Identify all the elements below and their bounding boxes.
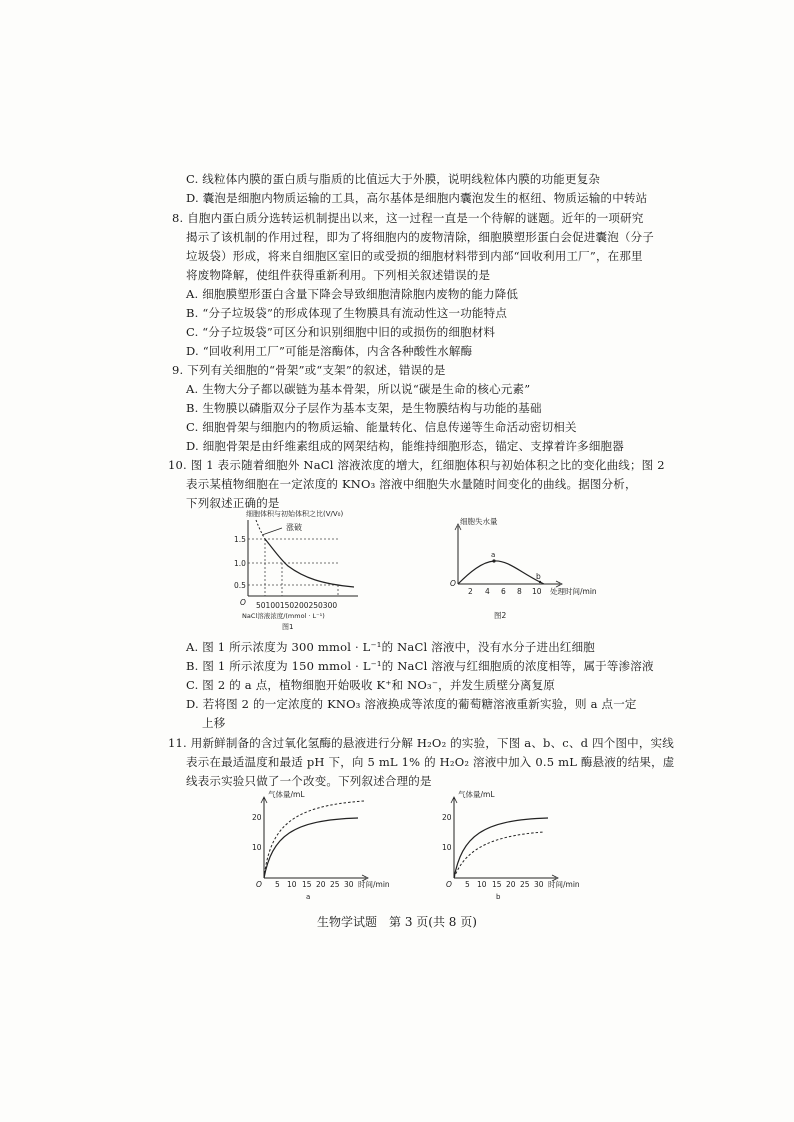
fig2-point-a-label: a [491,551,496,559]
graph-b-origin: O [446,880,452,889]
fig1-ytick-0-5: 0.5 [234,581,246,590]
graph-b-xtick-10: 10 [477,880,487,889]
fig2-point-b [539,581,541,583]
figure-2-chart [440,512,610,624]
graph-b-xlabel: 时间/min [548,880,580,889]
graph-b-xtick-30: 30 [534,880,544,889]
fig1-xlabel: NaCl溶液浓度/(mmol · L⁻¹) [242,612,325,620]
q11-stem-line1: 11. 用新鲜制备的含过氧化氢酶的悬液进行分解 H₂O₂ 的实验，下图 a、b、c、d 四个图中，实线 [168,736,674,750]
graph-a-xtick-25: 25 [330,880,340,889]
fig2-xtick-4: 4 [485,587,490,596]
graph-a-xlabel: 时间/min [358,880,390,889]
graph-a-ytick-20: 20 [252,813,262,822]
fig1-curve-dashed [256,520,265,539]
graph-b-chart [438,786,598,904]
graph-b-curve-solid [454,818,548,878]
graph-a-chart [248,786,408,904]
q8-stem-line1: 8. 自胞内蛋白质分选转运机制提出以来，这一过程一直是一个待解的谜题。近年的一项研究 [172,211,644,225]
fig2-xtick-10: 10 [532,587,542,596]
graph-a-curve-dashed [264,801,364,878]
graph-b-xtick-5: 5 [465,880,470,889]
graph-b-caption: b [496,893,501,901]
graph-a-origin: O [256,880,262,889]
q8-option-d: D. “回收利用工厂”可能是溶酶体，内含各种酸性水解酶 [186,344,473,358]
graph-b-ylabel: 气体量/mL [458,790,495,799]
fig2-xtick-6: 6 [501,587,506,596]
q10-stem-line2: 表示某植物细胞在一定浓度的 KNO₃ 溶液中细胞失水量随时间变化的曲线。据图分析， [186,477,637,491]
graph-a-caption: a [306,893,311,901]
q8-stem-line3: 垃圾袋）形成，将来自细胞区室旧的或受损的细胞材料带到内部“回收利用工厂”，在那里 [186,249,643,263]
q9-stem: 9. 下列有关细胞的“骨架”或“支架”的叙述，错误的是 [172,363,446,377]
fig2-xtick-8: 8 [517,587,522,596]
q10-option-a: A. 图 1 所示浓度为 300 mmol · L⁻¹的 NaCl 溶液中，没有水分子进出红细胞 [186,640,596,654]
fig2-xlabel: 处理时间/min [550,587,597,596]
fig1-origin: O [240,598,246,607]
graph-a-curve-solid [264,818,358,878]
q10-option-d-line1: D. 若将图 2 的一定浓度的 KNO₃ 溶液换成等浓度的葡萄糖溶液重新实验，则 a 点一定 [186,697,637,711]
q11-stem-line2: 表示在最适温度和最适 pH 下，向 5 mL 1% 的 H₂O₂ 溶液中加入 0.5 mL 酶悬液的结果，虚 [186,755,675,769]
fig2-curve [458,561,544,584]
q8-option-a: A. 细胞膜塑形蛋白含量下降会导致细胞清除胞内废物的能力降低 [186,287,519,301]
q8-stem-line4: 将废物降解，使组件获得重新利用。下列相关叙述错误的是 [186,268,491,282]
figure-1-chart [226,506,376,636]
fig1-annotation: 涨破 [286,523,302,532]
graph-b-curve-dashed [454,832,544,878]
graph-a-xtick-5: 5 [275,880,280,889]
fig1-annotation-pointer [262,528,282,535]
q8-stem-line2: 揭示了该机制的作用过程，即为了将细胞内的废物清除，细胞膜塑形蛋白会促进囊泡（分子 [186,230,654,244]
fig2-origin: O [450,579,456,588]
q7-option-d: D. 囊泡是细胞内物质运输的工具，高尔基体是细胞内囊泡发生的枢纽、物质运输的中转站 [186,191,648,205]
fig2-ylabel: 细胞失水量 [460,517,498,526]
fig1-caption: 图1 [282,623,294,631]
q10-option-d-line2: 上移 [202,716,226,730]
q10-stem-line1: 10. 图 1 表示随着细胞外 NaCl 溶液浓度的增大，红细胞体积与初始体积之比的变化曲线；图 2 [168,458,665,472]
q7-option-c: C. 线粒体内膜的蛋白质与脂质的比值远大于外膜，说明线粒体内膜的功能更复杂 [186,172,601,186]
graph-b-xtick-25: 25 [520,880,530,889]
graph-b-ytick-20: 20 [442,813,452,822]
q10-option-b: B. 图 1 所示浓度为 150 mmol · L⁻¹的 NaCl 溶液与红细胞质的浓度相等，属于等渗溶液 [186,659,654,673]
graph-b-xtick-20: 20 [506,880,516,889]
q9-option-a: A. 生物大分子都以碳链为基本骨架，所以说“碳是生命的核心元素” [186,382,531,396]
fig2-point-a [492,559,495,562]
fig1-ytick-1-0: 1.0 [234,559,246,568]
graph-a-ylabel: 气体量/mL [268,790,305,799]
fig1-xticks: 50100150200250300 [256,601,338,610]
graph-a-xtick-20: 20 [316,880,326,889]
page-footer: 生物学试题 第 3 页(共 8 页) [317,915,477,929]
q8-option-c: C. “分子垃圾袋”可区分和识别细胞中旧的或损伤的细胞材料 [186,325,496,339]
q10-stem-line3: 下列叙述正确的是 [186,496,280,510]
q10-option-c: C. 图 2 的 a 点，植物细胞开始吸收 K⁺和 NO₃⁻，并发生质壁分离复原 [186,678,556,692]
fig1-ylabel: 细胞体积与初始体积之比(V/V₀) [246,510,344,518]
fig2-xtick-2: 2 [468,587,473,596]
fig1-ytick-1-5: 1.5 [234,535,246,544]
q9-option-d: D. 细胞骨架是由纤维素组成的网架结构，能维持细胞形态，锚定、支撑着许多细胞器 [186,439,624,453]
graph-a-ytick-10: 10 [252,843,262,852]
graph-a-xtick-30: 30 [344,880,354,889]
graph-a-xtick-10: 10 [287,880,297,889]
q11-stem-line3: 线表示实验只做了一个改变。下列叙述合理的是 [186,774,432,788]
q9-option-b: B. 生物膜以磷脂双分子层作为基本支架，是生物膜结构与功能的基础 [186,401,542,415]
q8-option-b: B. “分子垃圾袋”的形成体现了生物膜具有流动性这一功能特点 [186,306,508,320]
graph-b-xtick-15: 15 [492,880,502,889]
q9-option-c: C. 细胞骨架与细胞内的物质运输、能量转化、信息传递等生命活动密切相关 [186,420,577,434]
graph-a-xtick-15: 15 [302,880,312,889]
graph-b-ytick-10: 10 [442,843,452,852]
fig2-point-b-label: b [536,572,541,581]
fig2-caption: 图2 [494,611,507,620]
